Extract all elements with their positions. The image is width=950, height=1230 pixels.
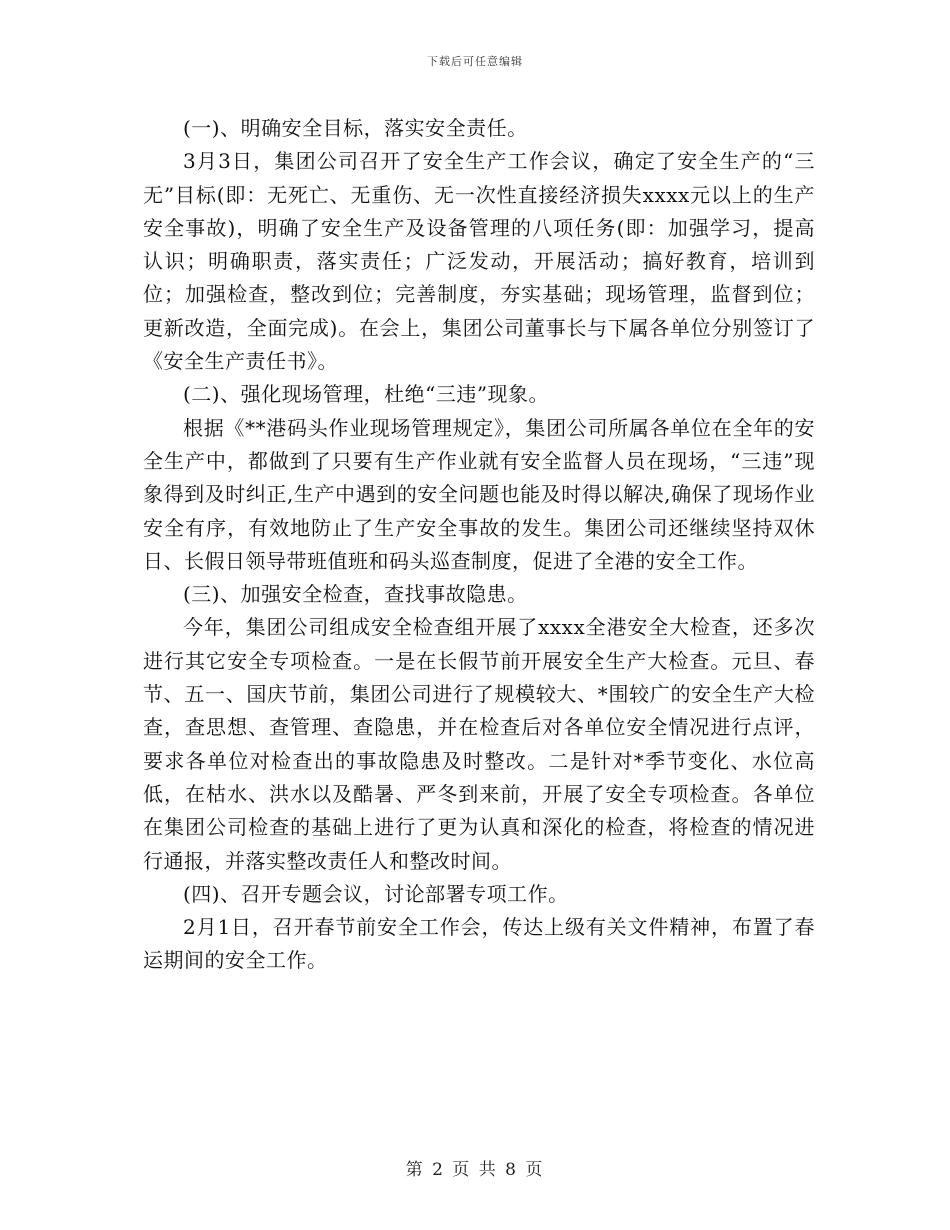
section-heading-2: (二)、强化现场管理，杜绝“三违”现象。 <box>183 382 550 407</box>
section-heading-4: (四)、召开专题会议，讨论部署专项工作。 <box>183 881 569 906</box>
section-body-4: 2月1日，召开春节前安全工作会，传达上级有关文件精神，布置了春运期间的安全工作。 <box>143 915 815 973</box>
page-number: 第 2 页 共 8 页 <box>405 1160 545 1180</box>
section-body-3: 今年，集团公司组成安全检查组开展了xxxx全港安全大检查，还多次进行其它安全专项检查。一是在长假节前开展安全生产大检查。元旦、春节、五一、国庆节前，集团公司进行了规模较大、*围较广的安全生产大检查，查思想、查管理、查隐患，并在检查后对各单位安全情况进行点评，要求各单位对检查出的事故隐患及时整改。二是针对*季节变化、水位高低，在枯水、洪水以及酷暑、严冬到来前，开展了安全专项检查。各单位在集团公司检查的基础上进行了更为认真和深化的检查，将检查的情况进行通报，并落实整改责任人和整改时间。 <box>143 615 815 873</box>
page-header: 下载后可任意编辑 <box>427 55 523 68</box>
section-body-1: 3月3日，集团公司召开了安全生产工作会议，确定了安全生产的“三无”目标(即：无死亡、无重伤、无一次性直接经济损失xxxx元以上的生产安全事故)，明确了安全生产及设备管理的八项任务(即：加强学习，提高认识；明确职责，落实责任；广泛发动，开展活动；搞好教育，培训到位；加强检查，整改到位；完善制度，夯实基础；现场管理，监督到位；更新改造，全面完成)。在会上，集团公司董事长与下属各单位分别签订了《安全生产责任书》。 <box>143 149 815 374</box>
document-body <box>143 112 815 978</box>
section-heading-1: (一)、明确安全目标，落实安全责任。 <box>183 116 528 140</box>
section-body-2: 根据《**港码头作业现场管理规定》，集团公司所属各单位在全年的安全生产中，都做到了只要有生产作业就有安全监督人员在现场，“三违”现象得到及时纠正,生产中遇到的安全问题也能及时得以解决,确保了现场作业安全有序，有效地防止了生产安全事故的发生。集团公司还继续坚持双休日、长假日领导带班值班和码头巡查制度，促进了全港的安全工作。 <box>143 415 815 573</box>
section-heading-3: (三)、加强安全检查，查找事故隐患。 <box>183 582 528 607</box>
